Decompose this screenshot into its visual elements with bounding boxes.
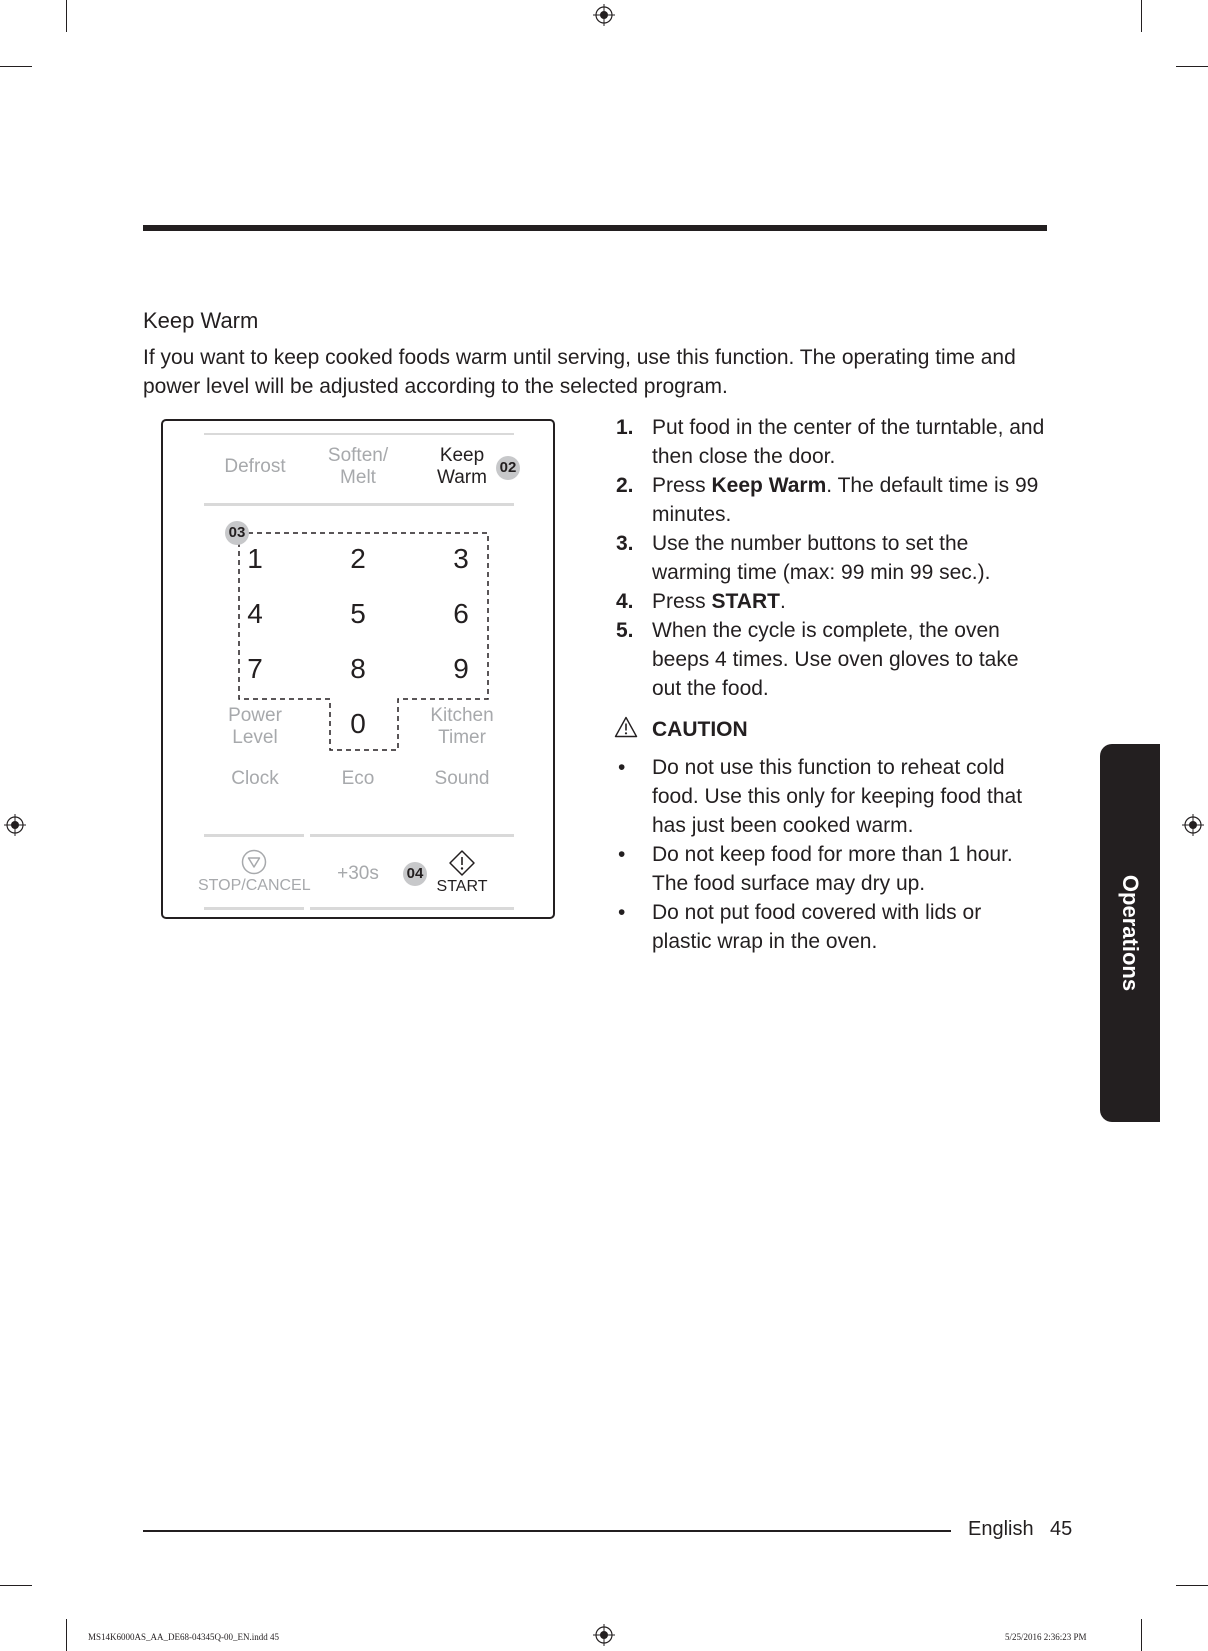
defrost-label: Defrost — [224, 456, 286, 477]
registration-mark-icon — [4, 814, 26, 836]
crop-mark — [66, 0, 67, 32]
registration-mark-icon — [1182, 814, 1204, 836]
start-label: START — [436, 878, 488, 895]
kitchen-timer-label-2: Timer — [438, 727, 486, 748]
sound-button[interactable]: Sound — [434, 768, 490, 789]
digit-8-button[interactable]: 8 — [350, 653, 366, 684]
caution-heading — [616, 718, 748, 742]
digit-1-button[interactable]: 1 — [247, 543, 263, 574]
side-tab-operations — [1100, 744, 1160, 1122]
kitchen-timer-button[interactable] — [410, 705, 514, 749]
callout-badge-04: 04 — [403, 862, 427, 886]
crop-mark — [1141, 0, 1142, 32]
bullet-icon: • — [618, 843, 626, 866]
step-bold-start: START — [711, 590, 780, 613]
step-bold-keep-warm: Keep Warm — [711, 474, 827, 497]
bullet-icon: • — [618, 901, 626, 924]
step-item — [616, 616, 1046, 703]
caution-item — [616, 753, 1046, 840]
warning-triangle-icon — [614, 716, 638, 738]
power-level-label-1: Power — [228, 705, 282, 726]
digit-3-button[interactable]: 3 — [453, 543, 469, 574]
step-text: . The default time is 99 minutes. — [652, 474, 1039, 526]
soften-melt-label-2: Melt — [340, 467, 376, 488]
caution-text: Do not keep food for more than 1 hour. The food surface may dry up. — [652, 843, 1013, 895]
crop-mark — [66, 1619, 67, 1651]
page-number: 45 — [1050, 1518, 1073, 1540]
step-item — [616, 529, 1046, 587]
digit-2-button[interactable]: 2 — [350, 543, 366, 574]
digit-5-button[interactable]: 5 — [350, 598, 366, 629]
panel-rule — [204, 834, 304, 837]
bullet-icon: • — [618, 756, 626, 779]
step-text: . — [779, 590, 786, 613]
stop-cancel-label: STOP/CANCEL — [198, 877, 311, 894]
crop-mark — [1176, 1585, 1208, 1586]
step-number: 1. — [616, 416, 634, 439]
soften-melt-label-1: Soften/ — [327, 445, 389, 466]
control-panel-figure — [161, 419, 555, 919]
stop-cancel-icon — [241, 849, 267, 875]
slug-file: MS14K6000AS_AA_DE68-04345Q-00_EN.indd 45 — [88, 1632, 279, 1642]
step-item — [616, 471, 1046, 529]
step-item — [616, 413, 1046, 471]
caution-list — [616, 753, 1046, 956]
footer-language: English — [968, 1518, 1034, 1540]
top-rule — [143, 225, 1047, 231]
registration-mark-icon — [593, 4, 615, 26]
step-text: Press — [652, 590, 712, 613]
eco-button[interactable]: Eco — [341, 768, 375, 789]
caution-text: Do not use this function to reheat cold food. Use this only for keeping food that has just been cooked warm. — [652, 756, 1023, 837]
step-text: When the cycle is complete, the oven beeps 4 times. Use oven gloves to take out the food. — [652, 619, 1019, 700]
caution-text: Do not put food covered with lids or plastic wrap in the oven. — [652, 901, 982, 953]
step-text: Put food in the center of the turntable, and then close the door. — [652, 416, 1045, 468]
slug-date: 5/25/2016 2:36:23 PM — [1005, 1632, 1087, 1642]
panel-rule — [204, 907, 304, 910]
panel-rule — [310, 834, 514, 837]
panel-rule — [310, 907, 514, 910]
clock-button[interactable]: Clock — [231, 768, 279, 789]
crop-mark — [1176, 66, 1208, 67]
side-tab-label: Operations — [1118, 874, 1143, 992]
crop-mark — [1141, 1619, 1142, 1651]
step-number: 5. — [616, 619, 634, 642]
digit-9-button[interactable]: 9 — [453, 653, 469, 684]
digit-6-button[interactable]: 6 — [453, 598, 469, 629]
keep-warm-label-1: Keep — [439, 445, 485, 466]
step-number: 4. — [616, 590, 634, 613]
keep-warm-label-2: Warm — [437, 467, 487, 488]
digit-7-button[interactable]: 7 — [247, 653, 263, 684]
power-level-button[interactable] — [204, 705, 306, 749]
steps-list — [616, 413, 1046, 703]
callout-badge-02: 02 — [496, 456, 520, 480]
digit-0-button[interactable]: 0 — [350, 708, 366, 739]
step-item — [616, 587, 1046, 616]
caution-label: CAUTION — [652, 718, 748, 741]
start-button[interactable] — [410, 849, 514, 896]
caution-item — [616, 840, 1046, 898]
digit-4-button[interactable]: 4 — [247, 598, 263, 629]
caution-item — [616, 898, 1046, 956]
crop-mark — [0, 1585, 32, 1586]
registration-mark-icon — [593, 1624, 615, 1646]
footer-rule — [143, 1530, 951, 1532]
step-text: Press — [652, 474, 712, 497]
power-level-label-2: Level — [232, 727, 278, 748]
intro-paragraph: If you want to keep cooked foods warm until serving, use this function. The operating time and power level will be adjusted according to the selected program. — [143, 346, 1016, 398]
crop-mark — [0, 66, 32, 67]
plus-30s-button[interactable]: +30s — [337, 863, 379, 884]
stop-cancel-button[interactable] — [198, 849, 310, 895]
section-title: Keep Warm — [143, 308, 259, 333]
step-text: Use the number buttons to set the warming time (max: 99 min 99 sec.). — [652, 532, 991, 584]
step-number: 2. — [616, 474, 634, 497]
start-icon — [448, 849, 476, 877]
step-number: 3. — [616, 532, 634, 555]
kitchen-timer-label-1: Kitchen — [430, 705, 494, 726]
callout-badge-03: 03 — [225, 521, 249, 545]
